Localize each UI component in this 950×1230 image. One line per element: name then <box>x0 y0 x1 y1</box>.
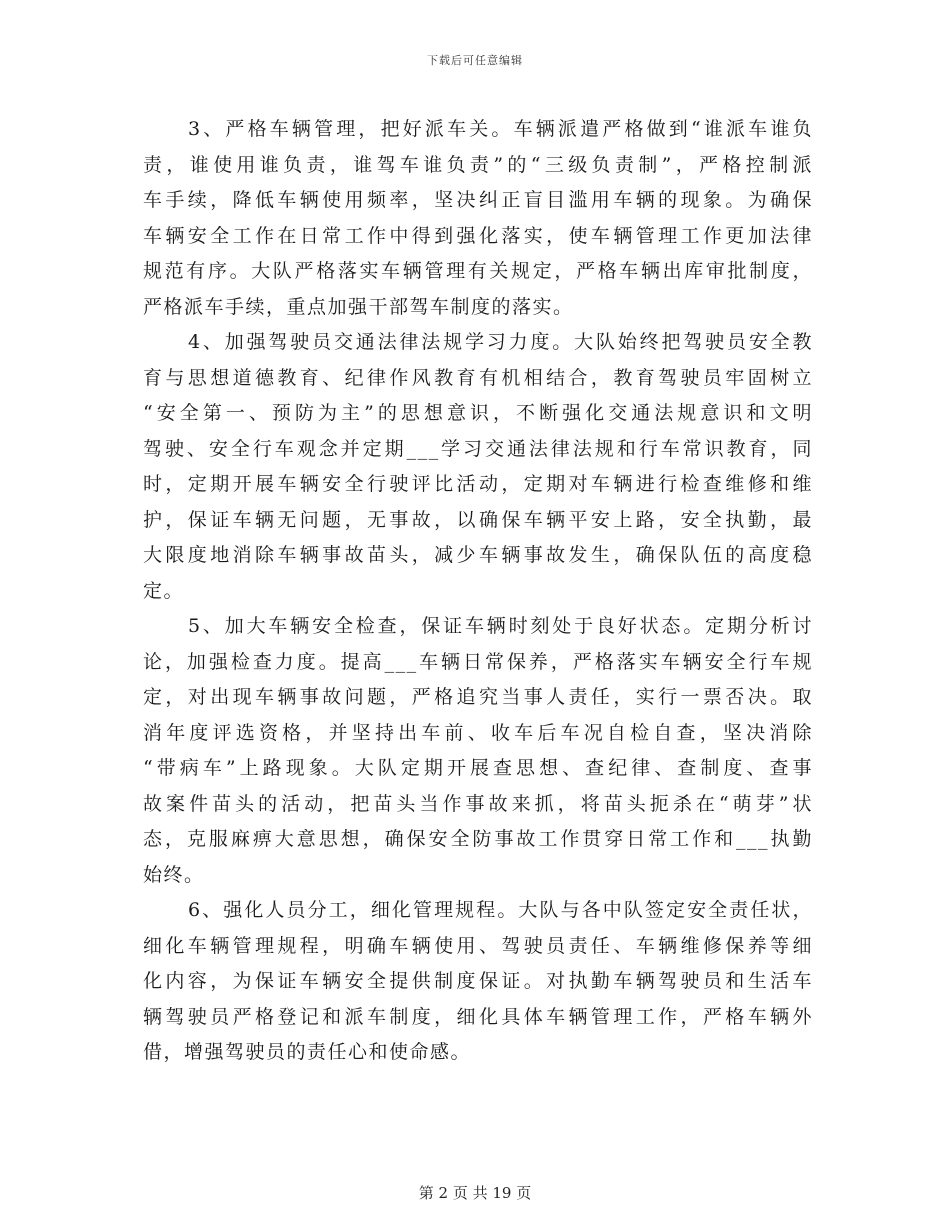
paragraph-line: 护，保证车辆无问题，无事故，以确保车辆平安上路，安全执勤，最 <box>143 508 813 531</box>
paragraph-line: 大限度地消除车辆事故苗头，减少车辆事故发生，确保队伍的高度稳 <box>143 544 813 566</box>
paragraph-line: 定。 <box>143 579 185 602</box>
paragraph-6 <box>143 893 813 1071</box>
paragraph-line: 借，增强驾驶员的责任心和使命感。 <box>143 1041 472 1063</box>
page-number-footer: 第 2 页 共 19 页 <box>418 1184 532 1202</box>
paragraph-line: 化内容，为保证车辆安全提供制度保证。对执勤车辆驾驶员和生活车 <box>143 970 813 992</box>
paragraph-line: 驾驶、安全行车观念并定期___学习交通法律法规和行车常识教育，同 <box>143 437 813 460</box>
paragraph-line: “带病车”上路现象。大队定期开展查思想、查纪律、查制度、查事 <box>143 757 813 779</box>
paragraph-3 <box>143 112 813 325</box>
paragraph-line: 车手续，降低车辆使用频率，坚决纠正盲目滥用车辆的现象。为确保 <box>143 189 813 211</box>
paragraph-line: 辆驾驶员严格登记和派车制度，细化具体车辆管理工作，严格车辆外 <box>143 1005 813 1028</box>
paragraph-line: 5、加大车辆安全检查，保证车辆时刻处于良好状态。定期分析讨 <box>188 615 813 637</box>
paragraph-line: 时，定期开展车辆安全行驶评比活动，定期对车辆进行检查维修和维 <box>143 473 813 495</box>
paragraph-line: 6、强化人员分工，细化管理规程。大队与各中队签定安全责任状， <box>188 899 813 921</box>
document-body <box>143 112 813 1071</box>
paragraph-5 <box>143 609 813 893</box>
paragraph-line: 4、加强驾驶员交通法律法规学习力度。大队始终把驾驶员安全教 <box>188 331 813 353</box>
paragraph-line: 责，谁使用谁负责，谁驾车谁负责”的“三级负责制”，严格控制派 <box>143 153 813 176</box>
paragraph-line: 定，对出现车辆事故问题，严格追究当事人责任，实行一票否决。取 <box>143 686 813 708</box>
paragraph-line: 态，克服麻痹大意思想，确保安全防事故工作贯穿日常工作和___执勤 <box>143 828 813 850</box>
paragraph-line: 育与思想道德教育、纪律作风教育有机相结合，教育驾驶员牢固树立 <box>143 366 813 389</box>
paragraph-4 <box>143 325 813 609</box>
paragraph-line: 故案件苗头的活动，把苗头当作事故来抓，将苗头扼杀在“萌芽”状 <box>143 792 813 815</box>
paragraph-line: “安全第一、预防为主”的思想意识，不断强化交通法规意识和文明 <box>143 402 813 424</box>
paragraph-line: 始终。 <box>143 863 205 886</box>
paragraph-line: 细化车辆管理规程，明确车辆使用、驾驶员责任、车辆维修保养等细 <box>143 934 813 957</box>
paragraph-line: 论，加强检查力度。提高___车辆日常保养，严格落实车辆安全行车规 <box>143 650 813 673</box>
paragraph-line: 3、严格车辆管理，把好派车关。车辆派遣严格做到“谁派车谁负 <box>188 118 813 140</box>
page-header: 下载后可任意编辑 <box>427 54 523 67</box>
paragraph-line: 车辆安全工作在日常工作中得到强化落实，使车辆管理工作更加法律 <box>143 224 813 247</box>
paragraph-line: 严格派车手续，重点加强干部驾车制度的落实。 <box>143 295 574 318</box>
paragraph-line: 消年度评选资格，并坚持出车前、收车后车况自检自查，坚决消除 <box>143 721 813 744</box>
paragraph-line: 规范有序。大队严格落实车辆管理有关规定，严格车辆出库审批制度， <box>143 260 813 282</box>
